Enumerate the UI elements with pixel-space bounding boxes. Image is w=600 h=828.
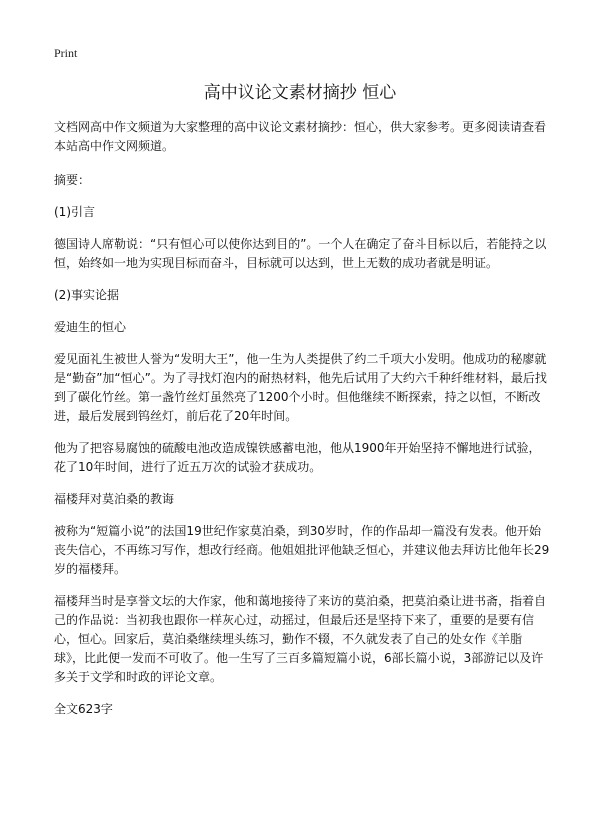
edison-paragraph-2: 他为了把容易腐蚀的硫酸电池改造成镍铁感蓄电池，他从1900年开始坚持不懈地进行试验，花了10年时间，进行了近五万次的试验才获成功。 xyxy=(54,441,541,474)
flaubert-paragraph-2: 福楼拜当时是享誉文坛的大作家，他和蔼地接待了来访的莫泊桑，把莫泊桑让进书斋，指着自己的作品说：当初我也跟你一样灰心过，动摇过，但最后还是坚持下来了，重要的是要有信心，恒心。回家后，莫泊桑继续埋头练习，勤作不辍，不久就发表了自己的处女作《羊脂球》，比此便一发而不可收了。他一生写了三百多篇短篇小说，6部长篇小说，3部游记以及许多关于文学和时政的评论文章。 xyxy=(54,594,547,684)
intro-paragraph: 文档网高中作文频道为大家整理的高中议论文素材摘抄：恒心，供大家参考。更多阅读请查看本站高中作文网频道。 xyxy=(54,120,547,153)
page-title: 高中议论文素材摘抄 恒心 xyxy=(203,83,397,103)
subheading-flaubert: 福楼拜对莫泊桑的教诲 xyxy=(54,492,175,506)
flaubert-paragraph-1: 被称为“短篇小说”的法国19世纪作家莫泊桑，到30岁时，作的作品却一篇没有发表。他开始丧失信心，不再练习写作，想改行经商。他姐姐批评他缺乏恒心，并建议他去拜访比他年长29岁的福楼拜。 xyxy=(54,524,550,576)
word-count: 全文623字 xyxy=(54,702,113,716)
summary-label: 摘要： xyxy=(54,173,91,187)
section-heading-introduction: (1)引言 xyxy=(54,205,95,219)
introduction-paragraph: 德国诗人席勒说：“只有恒心可以使你达到目的”。一个人在确定了奋斗目标以后，若能持之以恒，始终如一地为实现目标而奋斗，目标就可以达到，世上无数的成功者就是明证。 xyxy=(54,237,547,270)
section-heading-evidence: (2)事实论据 xyxy=(54,288,119,302)
print-label: Print xyxy=(54,46,78,60)
edison-paragraph-1: 爱见面礼生被世人誉为“发明大王”，他一生为人类提供了约二千项大小发明。他成功的秘廖就是“勤奋”加“恒心”。为了寻找灯泡内的耐热材料，他先后试用了大约六千种纤维材料，最后找到了碳化竹丝。第一盏竹丝灯虽然亮了1200个小时。但他继续不断探索，持之以恒，不断改进，最后发展到钨丝灯，前后花了20年时间。 xyxy=(54,352,547,423)
document-body xyxy=(54,118,550,732)
subheading-edison: 爱迪生的恒心 xyxy=(54,320,127,334)
